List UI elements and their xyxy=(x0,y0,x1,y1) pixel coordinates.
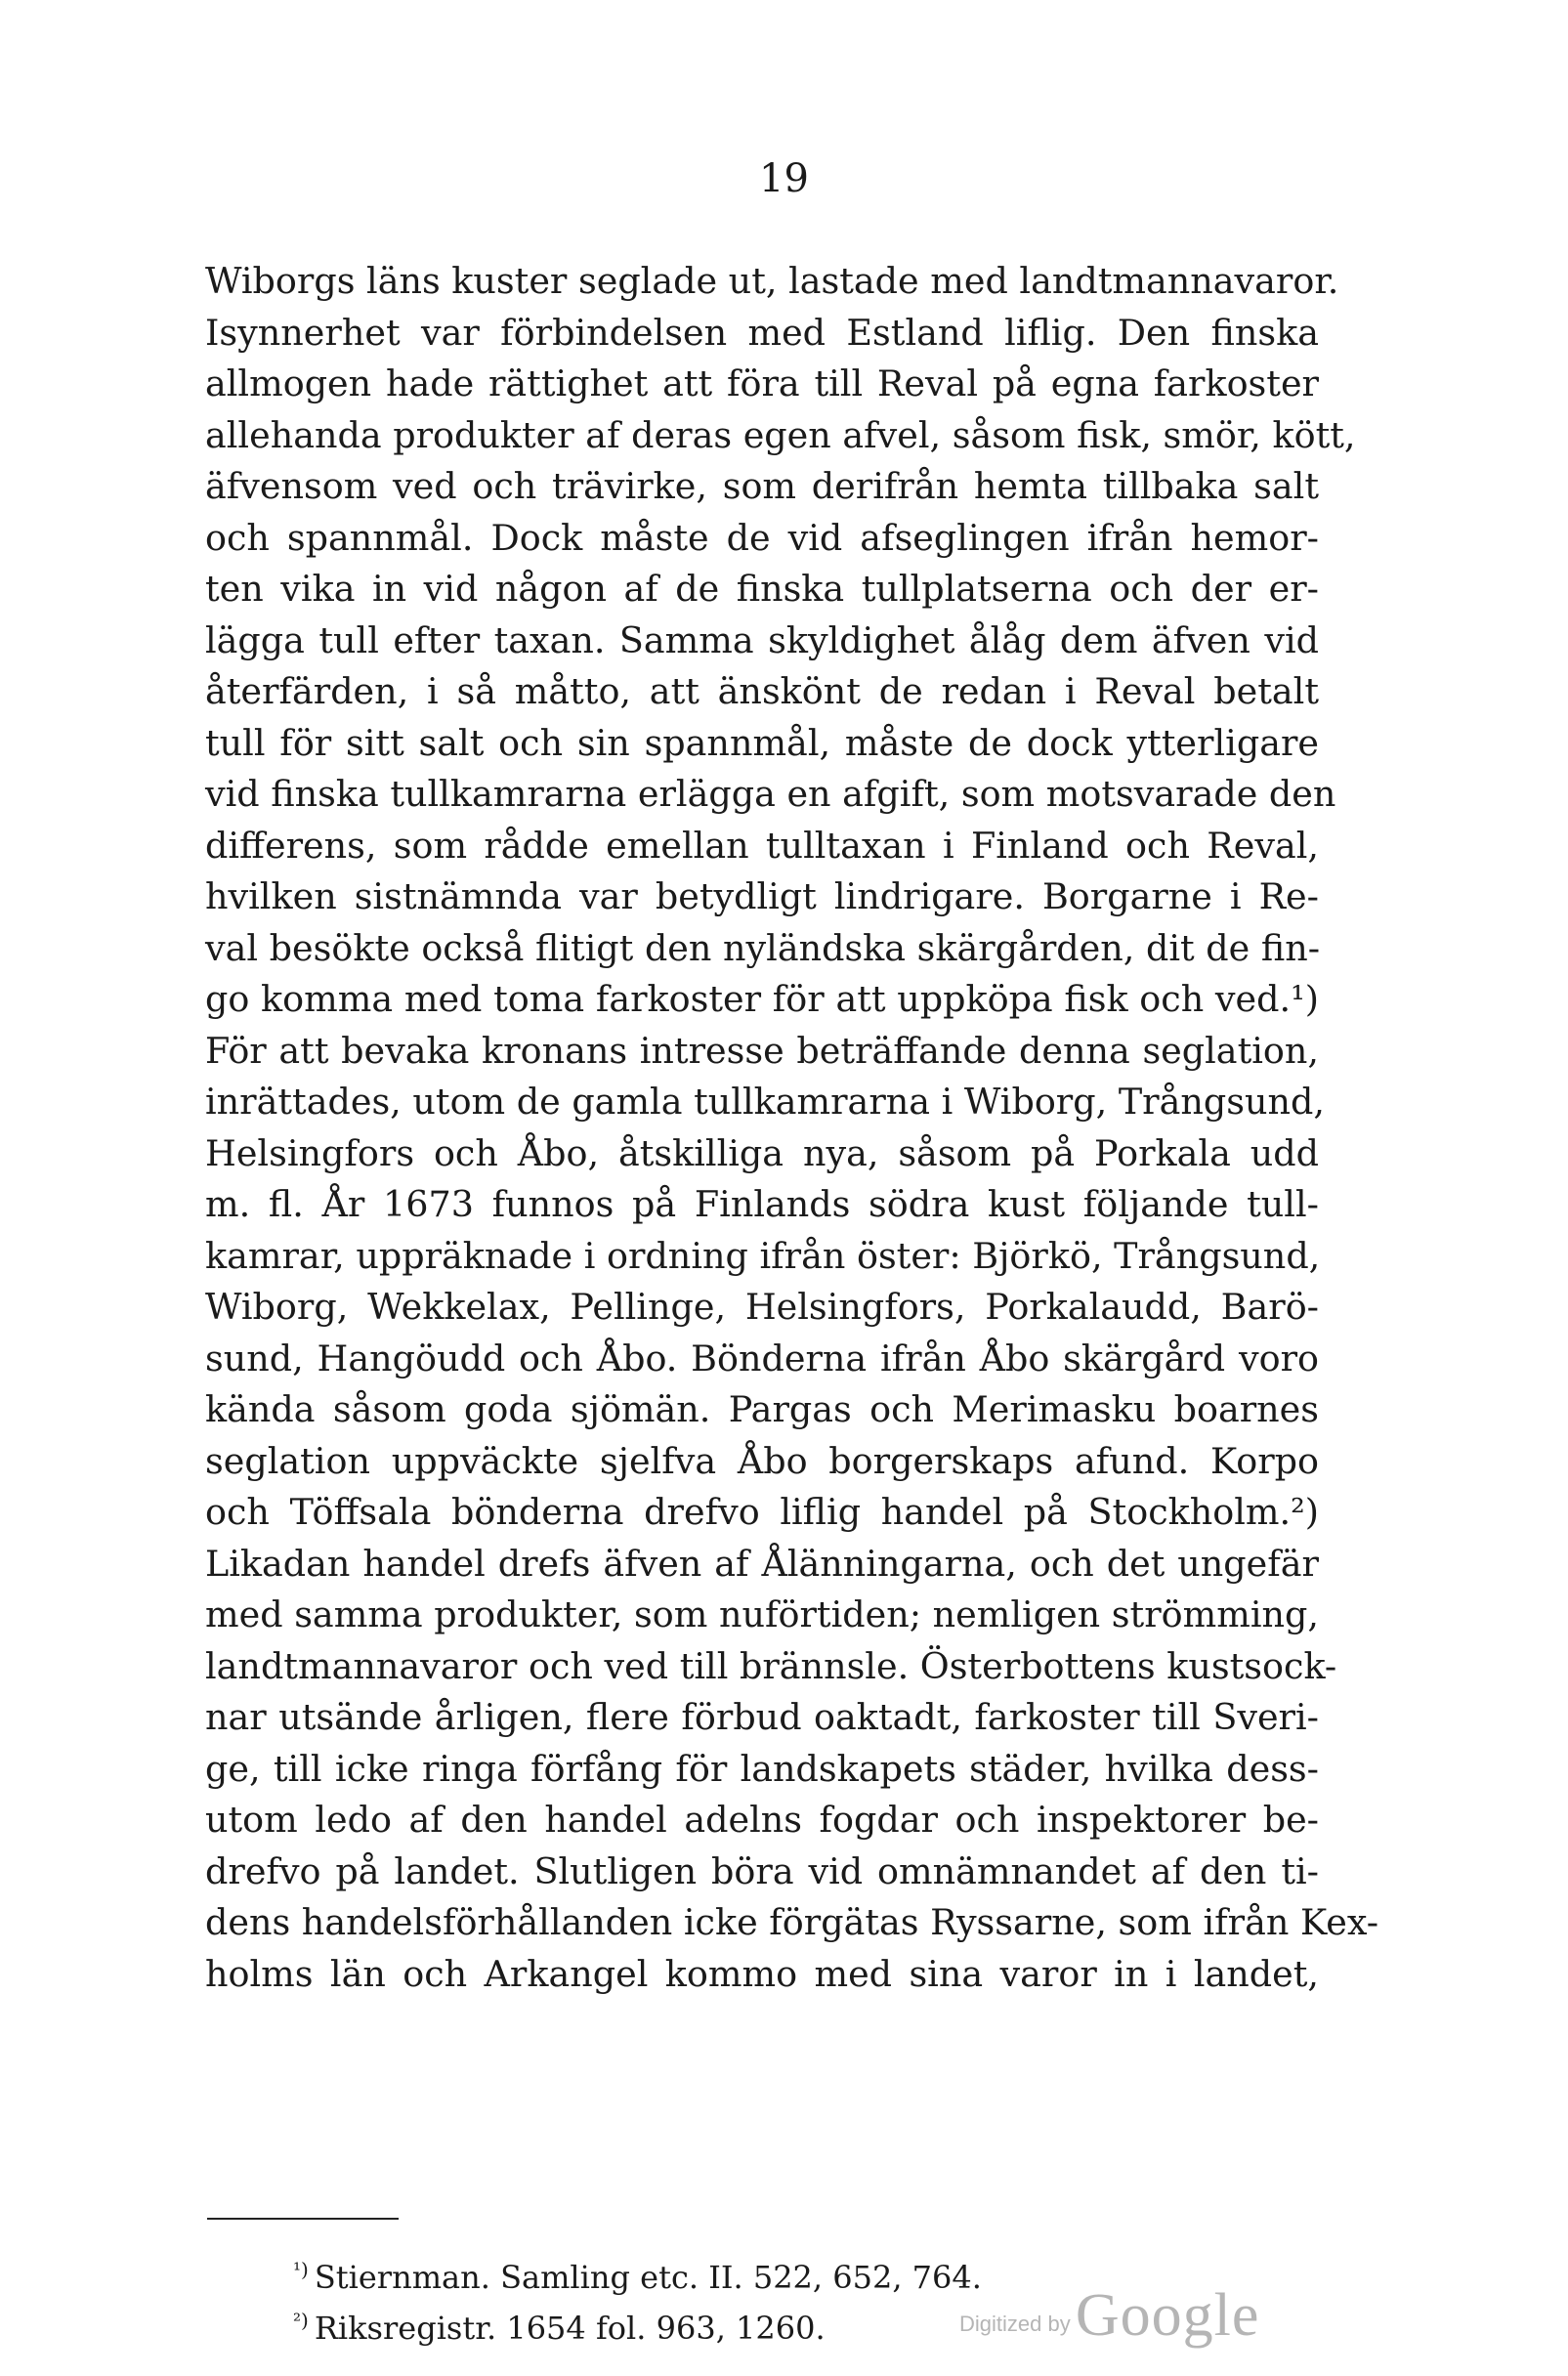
footnote-1 xyxy=(293,2252,982,2303)
text-line: Helsingfors och Åbo, åtskilliga nya, såsom på Porkala udd xyxy=(205,1131,1319,1174)
body-text xyxy=(205,256,1379,2000)
page-number: 19 xyxy=(759,156,809,201)
footnote-text: Stiernman. Samling etc. II. 522, 652, 764. xyxy=(314,2259,982,2296)
text-line: holms län och Arkangel kommo med sina varor in i landet, xyxy=(205,1952,1319,1995)
text-line: Isynnerhet var förbindelsen med Estland liflig. Den finska xyxy=(205,311,1319,354)
text-line: nar utsände årligen, flere förbud oaktadt, farkoster till Sveri- xyxy=(205,1696,1319,1738)
text-line: Likadan handel drefs äfven af Ålänningarna, och det ungefär xyxy=(205,1542,1319,1585)
text-line: differens, som rådde emellan tulltaxan i Finland och Reval, xyxy=(205,824,1319,867)
footnote-separator xyxy=(207,2218,399,2220)
text-line: Wiborgs läns kuster seglade ut, lastade med landtmannavaror. xyxy=(205,260,1339,302)
footnotes xyxy=(293,2252,982,2354)
text-line: lägga tull efter taxan. Samma skyldighet ålåg dem äfven vid xyxy=(205,618,1319,661)
text-line: m. fl. År 1673 funnos på Finlands södra kust följande tull- xyxy=(205,1183,1319,1225)
text-line: utom ledo af den handel adelns fogdar och inspektorer be- xyxy=(205,1799,1319,1841)
text-line: För att bevaka kronans intresse beträffande denna seglation, xyxy=(205,1029,1319,1072)
text-line: kamrar, uppräknade i ordning ifrån öster: Björkö, Trångsund, xyxy=(205,1234,1321,1277)
text-line: återfärden, i så måtto, att änskönt de redan i Reval betalt xyxy=(205,670,1319,712)
text-line: äfvensom ved och trävirke, som derifrån hemta tillbaka salt xyxy=(205,465,1319,507)
text-line: vid finska tullkamrarna erlägga en afgift, som motsvarade den xyxy=(205,773,1336,815)
google-logo: Google xyxy=(1075,2282,1260,2349)
text-line: dens handelsförhållanden icke förgätas Ryssarne, som ifrån Kex- xyxy=(205,1901,1379,1943)
text-line: och spannmål. Dock måste de vid afseglingen ifrån hemor- xyxy=(205,516,1319,559)
text-line: och Töffsala bönderna drefvo liflig handel på Stockholm.²) xyxy=(205,1491,1319,1533)
text-line: kända såsom goda sjömän. Pargas och Merimasku boarnes xyxy=(205,1388,1319,1430)
text-line: landtmannavaror och ved till brännsle. Österbottens kustsock- xyxy=(205,1644,1337,1687)
text-line: tull för sitt salt och sin spannmål, måste de dock ytterligare xyxy=(205,721,1319,764)
text-line: ge, till icke ringa förfång för landskapets städer, hvilka dess- xyxy=(205,1747,1319,1790)
footnote-marker: ²) xyxy=(293,2309,309,2333)
digitized-watermark xyxy=(959,2281,1259,2351)
footnote-text: Riksregistr. 1654 fol. 963, 1260. xyxy=(314,2310,826,2347)
text-line: allmogen hade rättighet att föra till Reval på egna farkoster xyxy=(205,362,1319,404)
text-line: drefvo på landet. Slutligen böra vid omnämnandet af den ti- xyxy=(205,1849,1319,1892)
text-line: seglation uppväckte sjelfva Åbo borgerskaps afund. Korpo xyxy=(205,1439,1319,1482)
text-line: Wiborg, Wekkelax, Pellinge, Helsingfors, Porkalaudd, Barö- xyxy=(205,1286,1319,1328)
text-line: hvilken sistnämnda var betydligt lindrigare. Borgarne i Re- xyxy=(205,875,1319,917)
text-line: go komma med toma farkoster för att uppköpa fisk och ved.¹) xyxy=(205,978,1319,1020)
text-line: val besökte också flitigt den nyländska skärgården, dit de fin- xyxy=(205,926,1321,969)
footnote-2 xyxy=(293,2303,982,2354)
text-line: med samma produkter, som nuförtiden; nemligen strömming, xyxy=(205,1593,1319,1635)
footnote-marker: ¹) xyxy=(293,2258,309,2282)
text-line: sund, Hangöudd och Åbo. Bönderna ifrån Åbo skärgård voro xyxy=(205,1336,1319,1379)
text-line: inrättades, utom de gamla tullkamrarna i Wiborg, Trångsund, xyxy=(205,1081,1325,1123)
text-line: allehanda produkter af deras egen afvel, såsom fisk, smör, kött, xyxy=(205,413,1356,456)
text-line: ten vika in vid någon af de finska tullplatserna och der er- xyxy=(205,568,1319,610)
watermark-prefix: Digitized by xyxy=(959,2312,1071,2336)
